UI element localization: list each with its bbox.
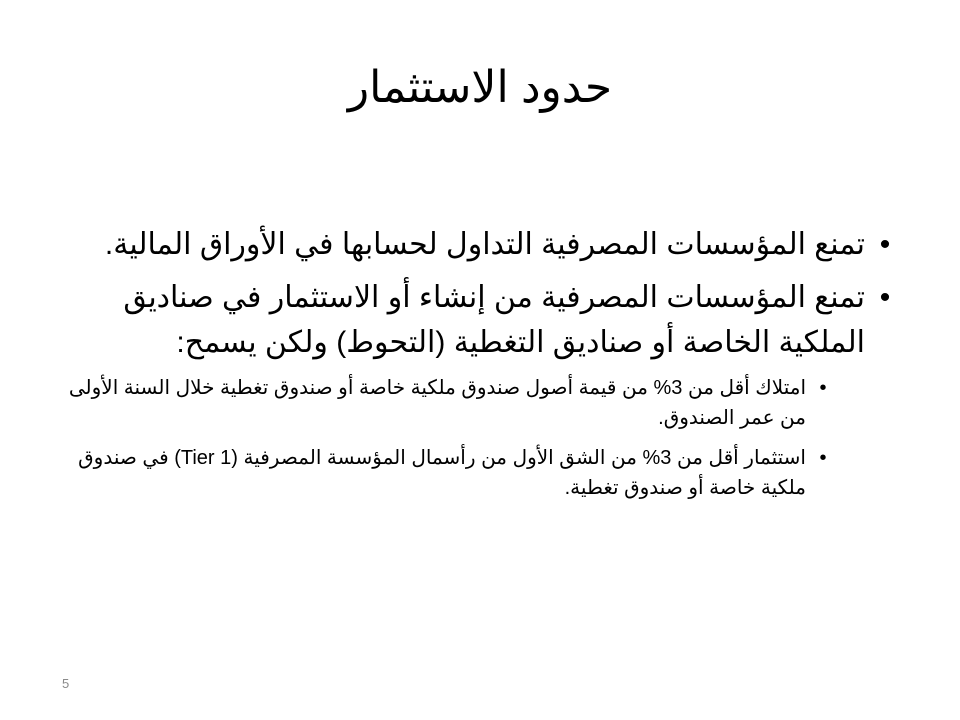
sub-bullet-item [60, 373, 900, 433]
sub-bullet-text: استثمار أقل من 3% من الشق الأول من رأسمال المؤسسة المصرفية (Tier 1) في صندوق ملكية خاصة أو صندوق تغطية. [78, 447, 806, 499]
sub-bullet-icon: • [819, 447, 827, 469]
bullet-item [60, 275, 900, 365]
bullet-text: تمنع المؤسسات المصرفية من إنشاء أو الاستثمار في صناديق الملكية الخاصة أو صناديق التغطية (التحوط) ولكن يسمح: [123, 281, 865, 359]
sub-bullet-icon: • [819, 377, 827, 399]
sub-bullet-list [60, 373, 900, 503]
bullet-icon: • [879, 281, 891, 314]
sub-bullet-text: امتلاك أقل من 3% من قيمة أصول صندوق ملكية خاصة أو صندوق تغطية خلال السنة الأولى من عمر الصندوق. [68, 377, 806, 429]
page-number: 5 [62, 676, 70, 691]
bullet-icon: • [879, 228, 891, 261]
slide-body [60, 222, 900, 513]
bullet-item [60, 222, 900, 267]
slide-title: حدود الاستثمار [347, 63, 613, 112]
sub-bullet-item [60, 443, 900, 503]
bullet-text: تمنع المؤسسات المصرفية التداول لحسابها في الأوراق المالية. [104, 228, 865, 261]
